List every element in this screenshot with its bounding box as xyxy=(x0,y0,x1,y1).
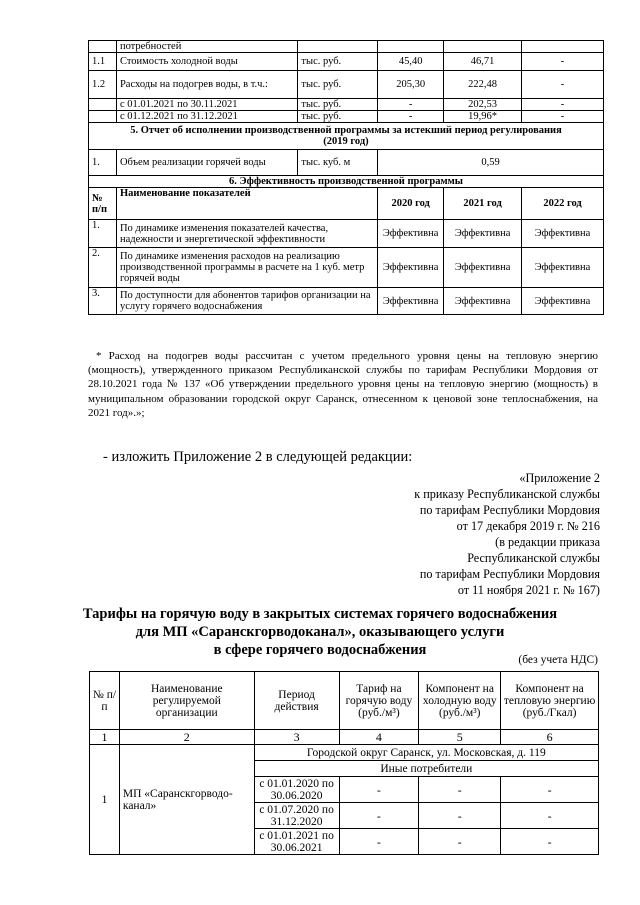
table-header-row: № п/п Наименование показателей 2020 год 2021 год 2022 год xyxy=(89,188,604,220)
vat-note: (без учета НДС) xyxy=(518,654,598,666)
table-row: 1 МП «Саранскгорводо-канал» Городской округ Саранск, ул. Московская, д. 119 xyxy=(90,745,599,761)
footnote: * Расход на подогрев воды рассчитан с учетом предельного уровня цены на тепловую энергию (мощность), утвержденного приказом Республиканской службы по тарифам Республики Мордовия от 28.10.2021 года № 137 «Об утверждении предельного уровня цены на тепловую энергию (мощность) в муниципальном образовании городской округ Саранск, отнесенном к ценовой зоне теплоснабжения, на 2021 год».»; xyxy=(88,350,598,419)
org-name: МП «Саранскгорводо-канал» xyxy=(119,745,254,855)
table-row: с 01.12.2021 по 31.12.2021 тыс. руб. - 19,96* - xyxy=(89,111,604,123)
table-row: с 01.01.2021 по 30.06.2021 - - - xyxy=(90,829,599,855)
section-heading: 6. Эффективность производственной программы xyxy=(89,176,604,188)
col-header-tariff: Тариф на горячую воду (руб./м³) xyxy=(339,672,419,730)
table-row: 3. По доступности для абонентов тарифов организации на услугу горячего водоснабжения Эффективна Эффективна Эффективна xyxy=(89,288,604,315)
table-header-row xyxy=(90,672,599,730)
table-row: 1.2 Расходы на подогрев воды, в т.ч.: тыс. руб. 205,30 222,48 - xyxy=(89,71,604,99)
consumer-group: Иные потребители xyxy=(254,761,598,777)
table-row: 1. По динамике изменения показателей качества, надежности и энергетической эффективности Эффективна Эффективна Эффективна xyxy=(89,220,604,248)
col-header-period: Период действия xyxy=(254,672,339,730)
location: Городской округ Саранск, ул. Московская, д. 119 xyxy=(254,745,598,761)
table-row xyxy=(89,41,604,53)
col-header-cold: Компонент на холодную воду (руб./м³) xyxy=(419,672,501,730)
production-program-table xyxy=(88,40,604,315)
table-row: 1. Объем реализации горячей воды тыс. куб. м 0,59 xyxy=(89,150,604,176)
row-name: потребностей xyxy=(116,41,297,53)
col-header-org: Наименование регулируемой организации xyxy=(119,672,254,730)
tariff-table xyxy=(89,671,599,855)
col-header-heat: Компонент на тепловую энергию (руб./Гкал) xyxy=(501,672,599,730)
col-header-num: № п/п xyxy=(90,672,120,730)
table-row: с 01.07.2020 по 31.12.2020 - - - xyxy=(90,803,599,829)
table-row: 1.1 Стоимость холодной воды тыс. руб. 45,40 46,71 - xyxy=(89,53,604,71)
section-heading: 5. Отчет об исполнении производственной программы за истекший период регулирования (2019 год) xyxy=(89,123,604,150)
table-row: с 01.01.2021 по 30.11.2021 тыс. руб. - 202,53 - xyxy=(89,99,604,111)
table-row: 2. По динамике изменения расходов на реализацию производственной программы в расчете на 1 куб. метр горячей воды Эффективна Эффективна Эффективна xyxy=(89,248,604,288)
column-number-row: 1 2 3 4 5 6 xyxy=(90,730,599,745)
document-title: Тарифы на горячую воду в закрытых системах горячего водоснабжения для МП «Саранскгорводоканал», оказывающего услуги в сфере горячего водоснабжения xyxy=(82,606,558,658)
appendix-reference: «Приложение 2 к приказу Республиканской службы по тарифам Республики Мордовия от 17 декабря 2019 г. № 216 (в редакции приказа Республиканской службы по тарифам Республики Мордовия от 11 ноября 2021 г. № 167) xyxy=(414,471,600,597)
table-row: с 01.01.2020 по 30.06.2020 - - - xyxy=(90,777,599,803)
instruction-text: - изложить Приложение 2 в следующей редакции: xyxy=(103,449,413,465)
